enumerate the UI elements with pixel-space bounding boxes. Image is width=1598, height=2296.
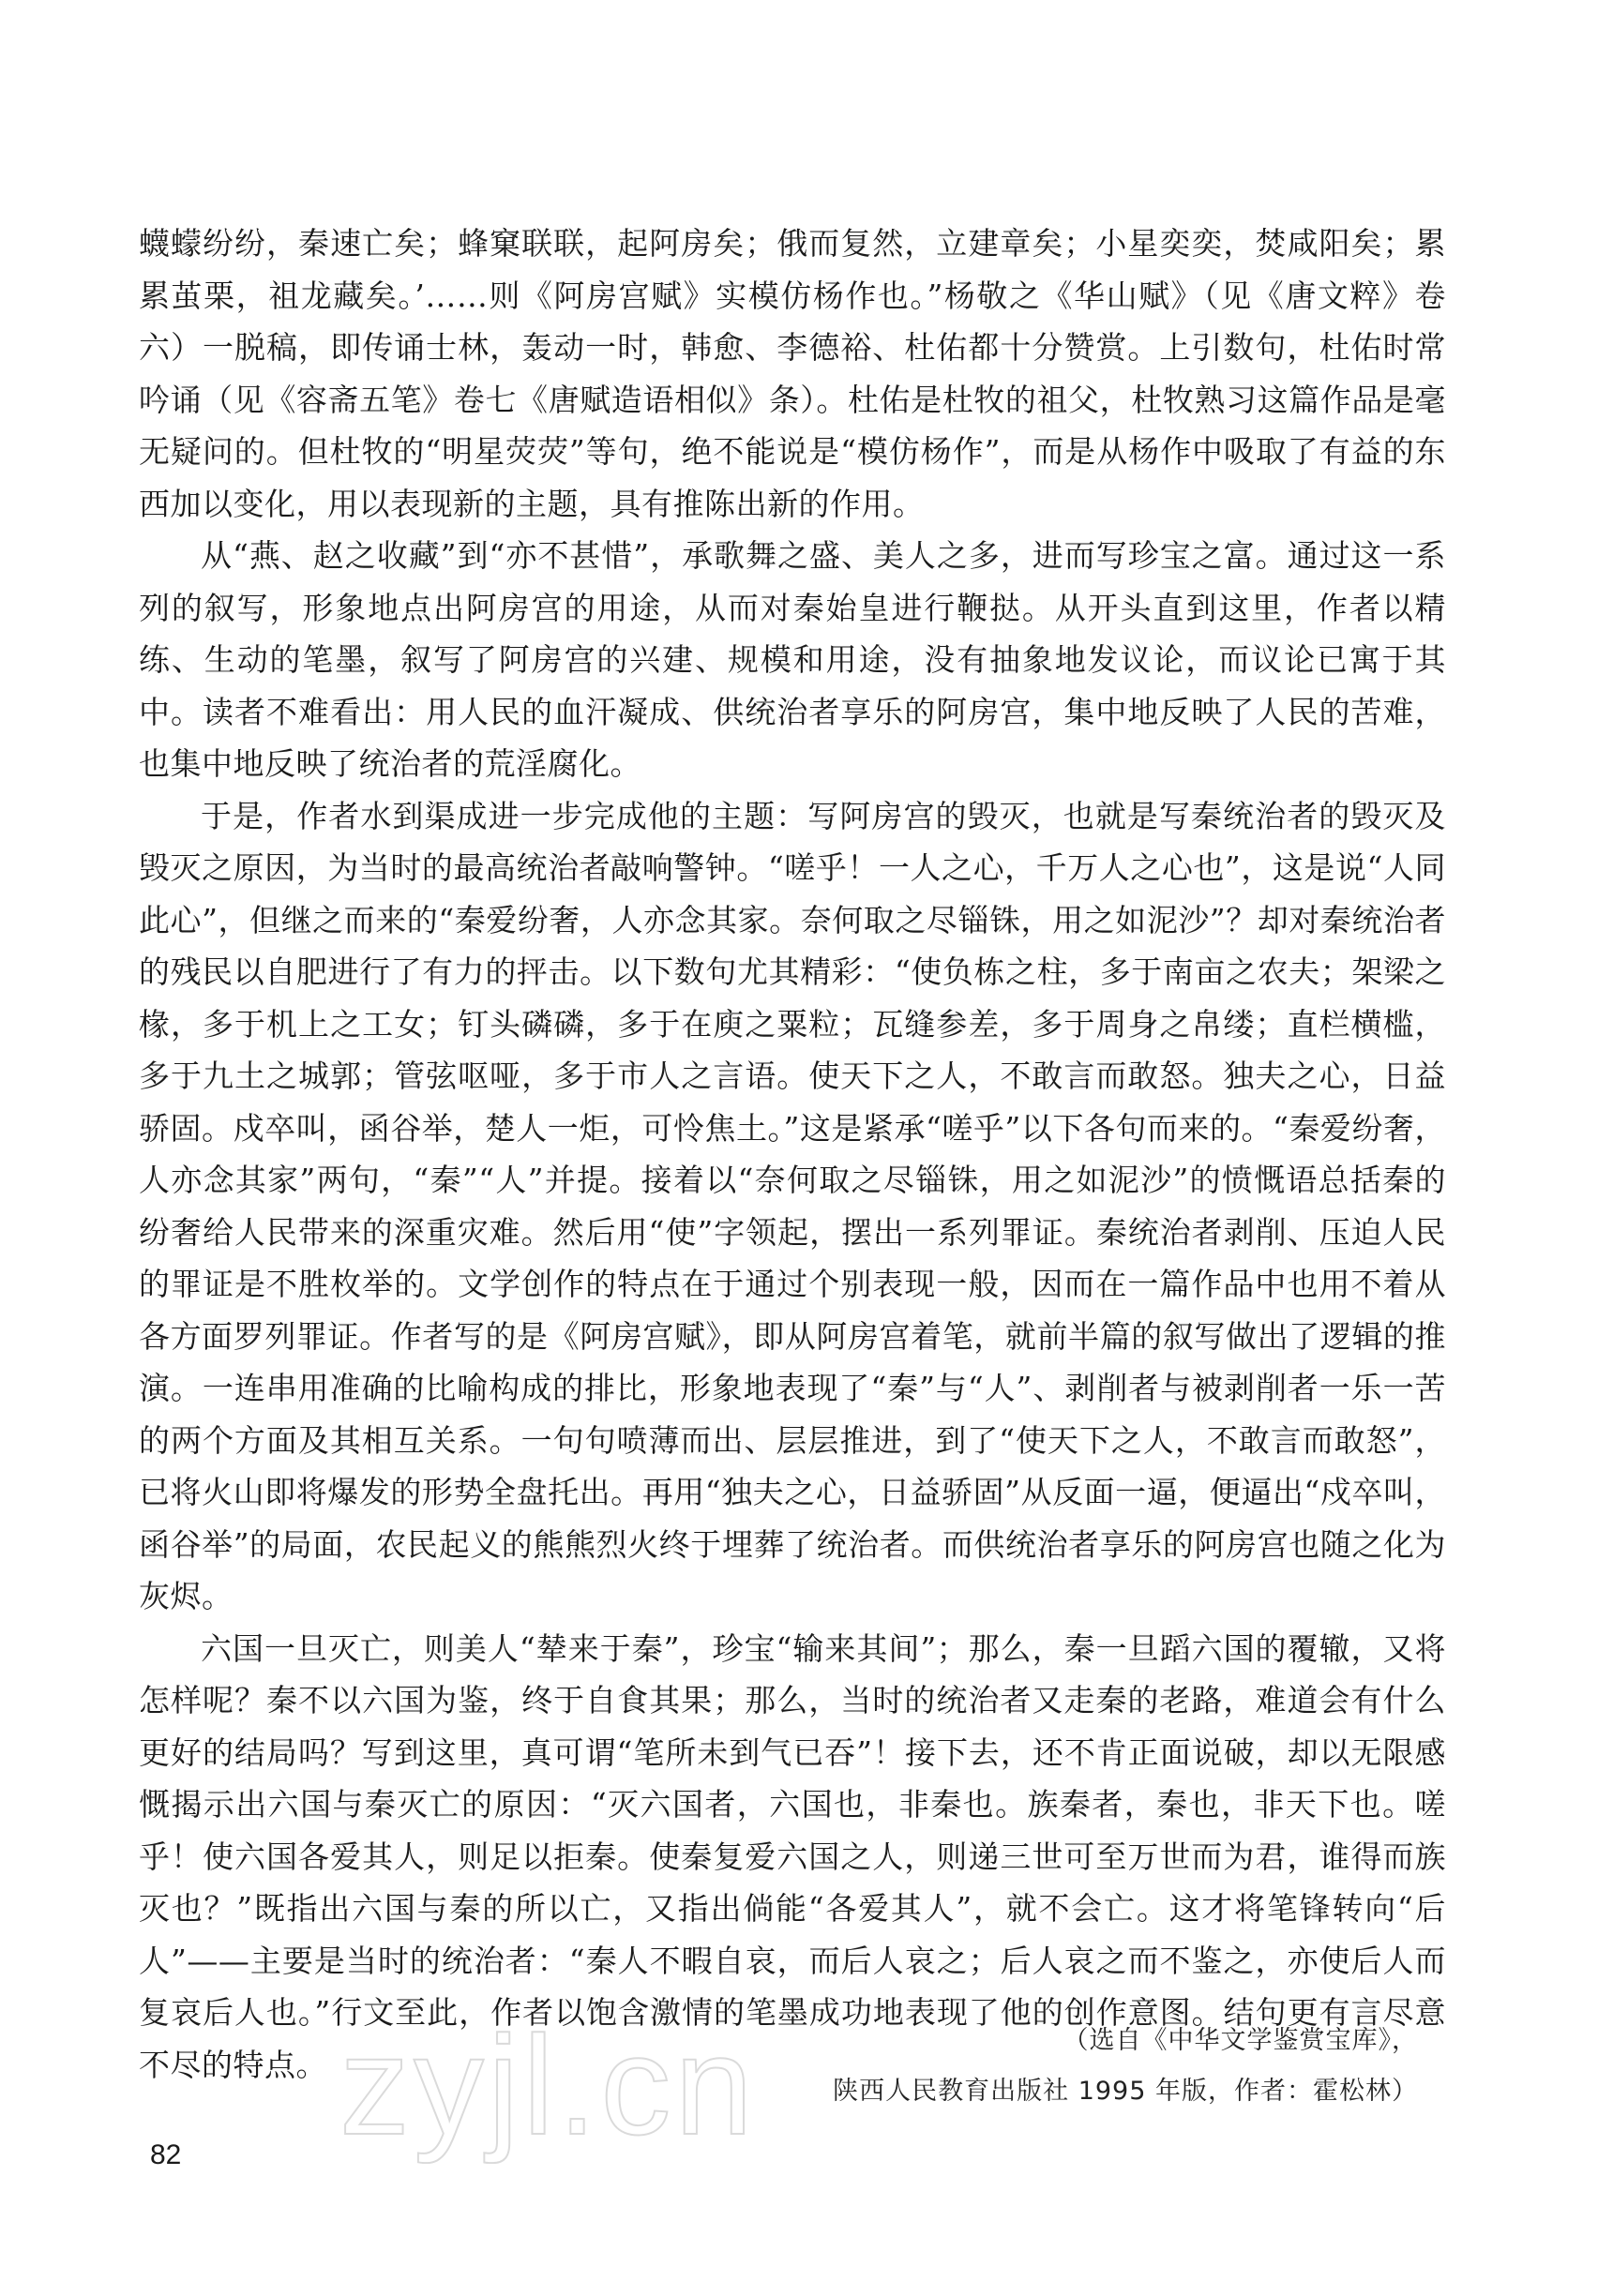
paragraph-continued: 蠛蠓纷纷，秦速亡矣；蜂窠联联，起阿房矣；俄而复然，立建章矣；小星奕奕，焚咸阳矣；累累茧栗，祖龙藏矣。’……则《阿房宫赋》实模仿杨作也。”杨敬之《华山赋》（见《唐文粹》卷六）一脱稿，即传诵士林，轰动一时，韩愈、李德裕、杜佑都十分赞赏。上引数句，杜佑时常吟诵（见《容斋五笔》卷七《唐赋造语相似》条）。杜佑是杜牧的祖父，杜牧熟习这篇作品是毫无疑问的。但杜牧的“明星荧荧”等句，绝不能说是“模仿杨作”，而是从杨作中吸取了有益的东西加以变化，用以表现新的主题，具有推陈出新的作用。 [139,225,1446,522]
paragraph: 于是，作者水到渠成进一步完成他的主题：写阿房宫的毁灭，也就是写秦统治者的毁灭及毁灭之原因，为当时的最高统治者敲响警钟。“嗟乎！一人之心，千万人之心也”，这是说“人同此心”，但继之而来的“秦爱纷奢，人亦念其家。奈何取之尽锱铢，用之如泥沙”？却对秦统治者的残民以自肥进行了有力的抨击。以下数句尤其精彩：“使负栋之柱，多于南亩之农夫；架梁之椽，多于机上之工女；钉头磷磷，多于在庾之粟粒；瓦缝参差，多于周身之帛缕；直栏横槛，多于九土之城郭；管弦呕哑，多于市人之言语。使天下之人，不敢言而敢怒。独夫之心，日益骄固。戍卒叫，函谷举，楚人一炬，可怜焦土。”这是紧承“嗟乎”以下各句而来的。“秦爱纷奢，人亦念其家”两句，“秦”“人”并提。接着以“奈何取之尽锱铢，用之如泥沙”的愤慨语总括秦的纷奢给人民带来的深重灾难。然后用“使”字领起，摆出一系列罪证。秦统治者剥削、压迫人民的罪证是不胜枚举的。文学创作的特点在于通过个别表现一般，因而在一篇作品中也用不着从各方面罗列罪证。作者写的是《阿房宫赋》，即从阿房宫着笔，就前半篇的叙写做出了逻辑的推演。一连串用准确的比喻构成的排比，形象地表现了“秦”与“人”、剥削者与被剥削者一乐一苦的两个方面及其相互关系。一句句喷薄而出、层层推进，到了“使天下之人，不敢言而敢怒”，已将火山即将爆发的形势全盘托出。再用“独夫之心，日益骄固”从反面一逼，便逼出“戍卒叫，函谷举”的局面，农民起义的熊熊烈火终于埋葬了统治者。而供统治者享乐的阿房宫也随之化为灰烬。 [139,797,1446,1614]
source-line-2: 陕西人民教育出版社 1995 年版，作者：霍松林） [833,2077,1418,2106]
page-number: 82 [150,2139,182,2170]
paragraph: 六国一旦灭亡，则美人“辇来于秦”，珍宝“输来其间”；那么，秦一旦蹈六国的覆辙，又将怎样呢？秦不以六国为鉴，终于自食其果；那么，当时的统治者又走秦的老路，难道会有什么更好的结局吗？写到这里，真可谓“笔所未到气已吞”！接下去，还不肯正面说破，却以无限感慨揭示出六国与秦灭亡的原因：“灭六国者，六国也，非秦也。族秦者，秦也，非天下也。嗟乎！使六国各爱其人，则足以拒秦。使秦复爱六国之人，则递三世可至万世而为君，谁得而族灭也？”既指出六国与秦的所以亡，又指出倘能“各爱其人”，就不会亡。这才将笔锋转向“后人”——主要是当时的统治者：“秦人不暇自哀，而后人哀之；后人哀之而不鉴之，亦使后人而复哀后人也。”行文至此，作者以饱含激情的笔墨成功地表现了他的创作意图。结句更有言尽意不尽的特点。 [139,1629,1446,2083]
article-body [139,218,1446,2091]
watermark: zyjl.cn [339,2006,757,2164]
source-citation [833,2016,1418,2117]
paragraph: 从“燕、赵之收藏”到“亦不甚惜”，承歌舞之盛、美人之多，进而写珍宝之富。通过这一系列的叙写，形象地点出阿房宫的用途，从而对秦始皇进行鞭挞。从开头直到这里，作者以精练、生动的笔墨，叙写了阿房宫的兴建、规模和用途，没有抽象地发议论，而议论已寓于其中。读者不难看出：用人民的血汗凝成、供统治者享乐的阿房宫，集中地反映了人民的苦难，也集中地反映了统治者的荒淫腐化。 [139,537,1446,782]
source-line-1: （选自《中华文学鉴赏宝库》， [1063,2026,1418,2055]
